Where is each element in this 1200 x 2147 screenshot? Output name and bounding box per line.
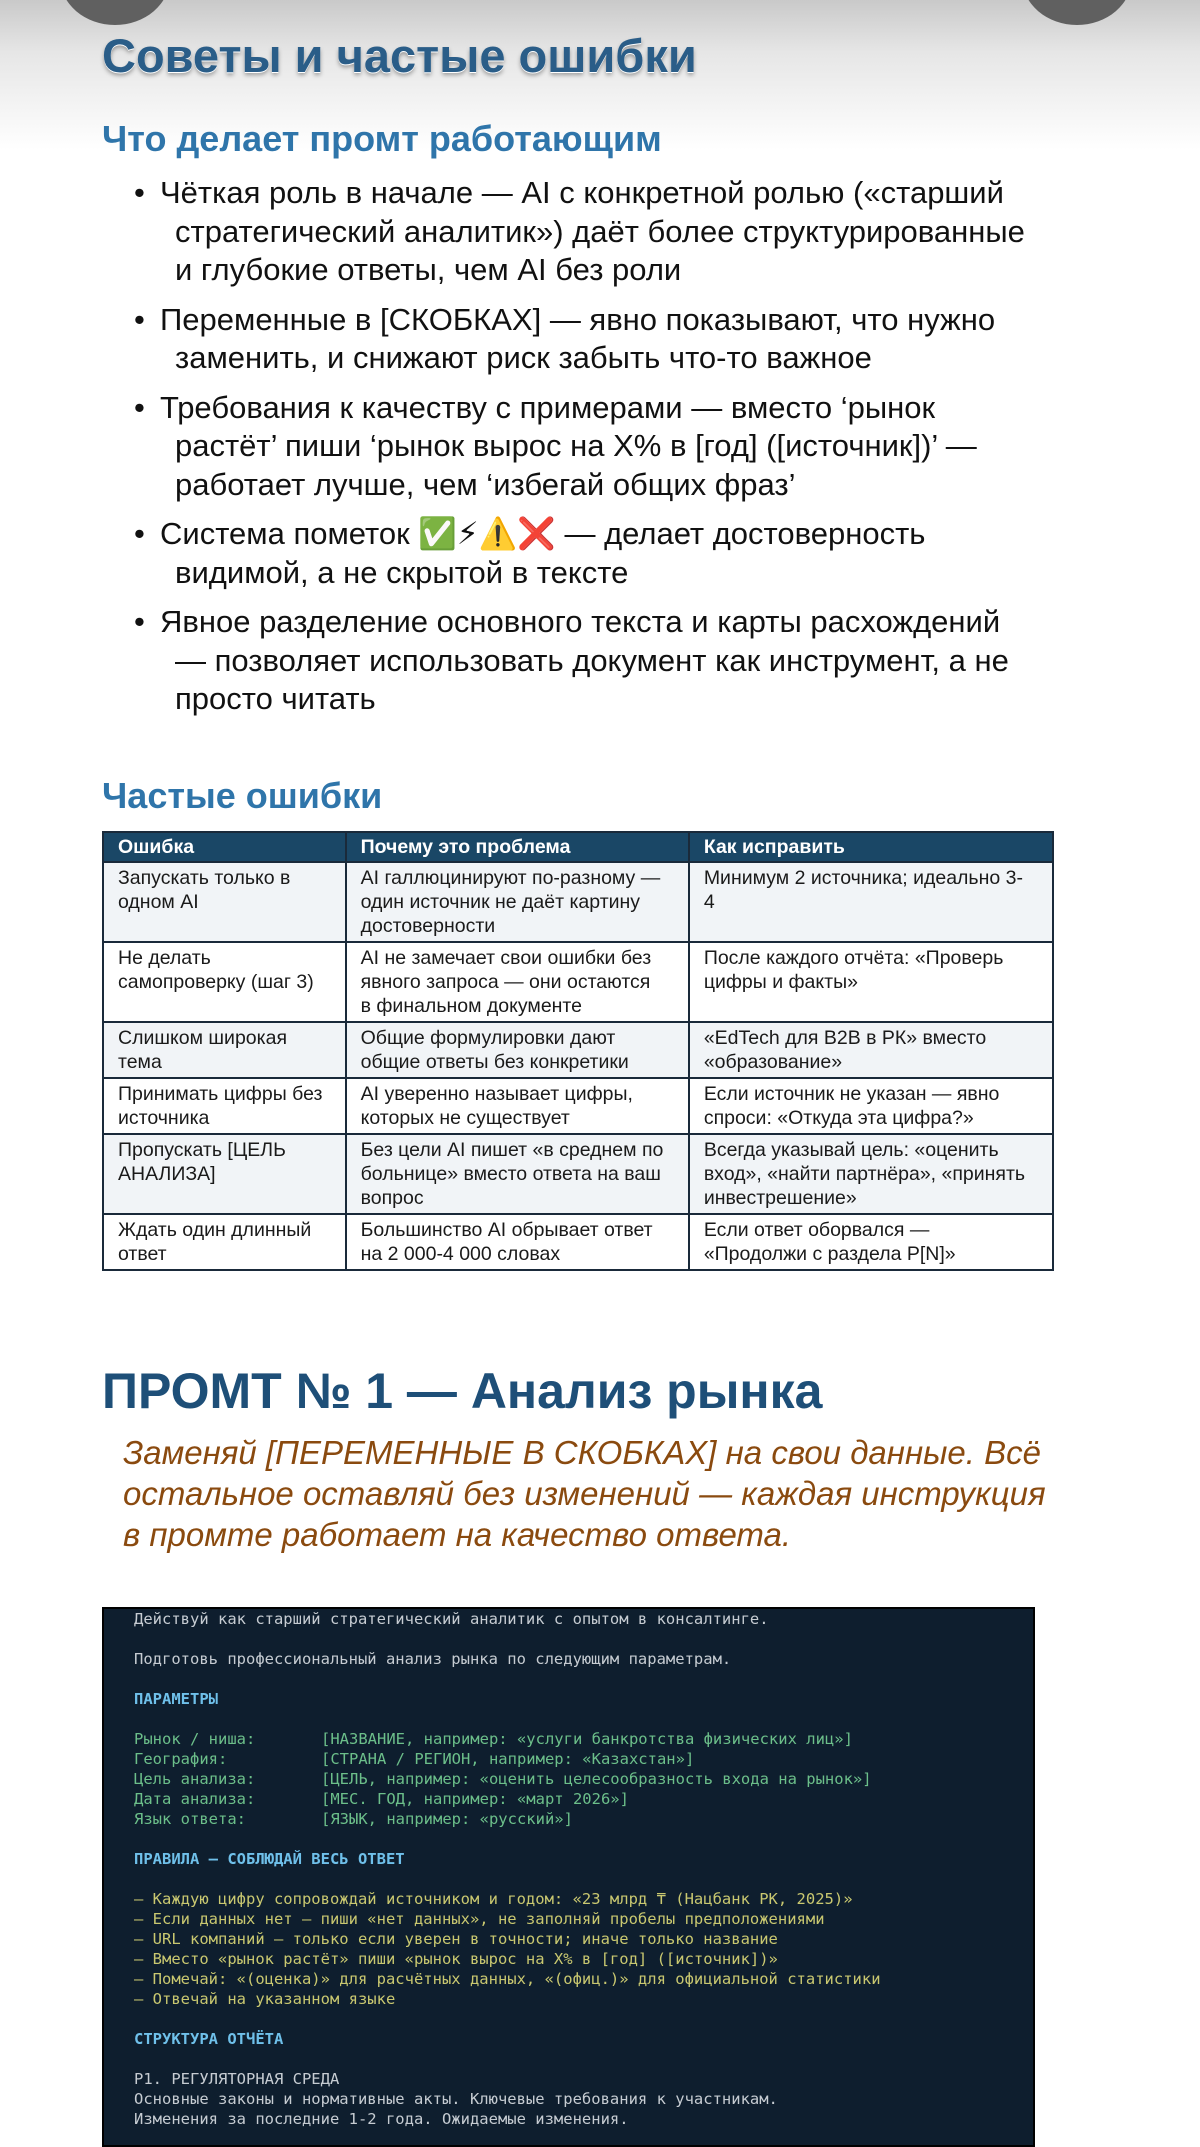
- table-cell: Запускать только в одном AI: [103, 862, 346, 942]
- table-cell: AI галлюцинируют по-разному — один источник не даёт картину достоверности: [346, 862, 689, 942]
- mistakes-heading: Частые ошибки: [102, 775, 383, 816]
- table-cell: Принимать цифры без источника: [103, 1078, 346, 1134]
- code-param: География: [СТРАНА / РЕГИОН, например: «Казахстан»]: [134, 1750, 695, 1768]
- table-cell: Минимум 2 источника; идеально 3- 4: [689, 862, 1053, 942]
- tip-item: • Система пометок ✅⚡⚠️❌ — делает достоверность видимой, а не скрытой в тексте: [134, 516, 926, 590]
- code-rule: — Каждую цифру сопровождай источником и годом: «23 млрд ₸ (Нацбанк РК, 2025)»: [134, 1890, 853, 1908]
- code-param: Рынок / ниша: [НАЗВАНИЕ, например: «услуги банкротства физических лиц»]: [134, 1730, 853, 1748]
- code-rule: — Помечай: «(оценка)» для расчётных данных, «(офиц.)» для официальной статистики: [134, 1970, 881, 1988]
- prompt-instruction: Заменяй [ПЕРЕМЕННЫЕ В СКОБКАХ] на свои данные. Всё остальное оставляй без изменений — каждая инструкция в промте работает на качество ответа.: [123, 1434, 1046, 1553]
- code-line: Действуй как старший стратегический аналитик с опытом в консалтинге.: [134, 1610, 769, 1628]
- table-row: [103, 1134, 1053, 1214]
- code-heading: ПРАВИЛА — СОБЛЮДАЙ ВЕСЬ ОТВЕТ: [134, 1850, 405, 1868]
- code-param: Цель анализа: [ЦЕЛЬ, например: «оценить целесообразность входа на рынок»]: [134, 1770, 872, 1788]
- tips-list: [134, 174, 1094, 730]
- code-line: Основные законы и нормативные акты. Ключевые требования к участникам.: [134, 2090, 778, 2108]
- prompt-title: ПРОМТ № 1 — Анализ рынка: [102, 1363, 823, 1419]
- code-line: Изменения за последние 1-2 года. Ожидаемые изменения.: [134, 2110, 629, 2128]
- code-rule: — Отвечай на указанном языке: [134, 1990, 396, 2008]
- code-rule: — Если данных нет — пиши «нет данных», не заполняй пробелы предположениями: [134, 1910, 825, 1928]
- table-cell: Если источник не указан — явно спроси: «Откуда эта цифра?»: [689, 1078, 1053, 1134]
- table-row: [103, 862, 1053, 942]
- table-cell: Большинство AI обрывает ответ на 2 000-4 000 словах: [346, 1214, 689, 1270]
- table-row: [103, 942, 1053, 1022]
- section-title: Советы и частые ошибки: [102, 29, 697, 82]
- code-param: Дата анализа: [МЕС. ГОД, например: «март 2026»]: [134, 1790, 629, 1808]
- prompt-code-block[interactable]: [102, 1607, 1035, 2147]
- table-cell: Всегда указывай цель: «оценить вход», «найти партнёра», «принять инвестрешение»: [689, 1134, 1053, 1214]
- code-heading: ПАРАМЕТРЫ: [134, 1690, 218, 1708]
- table-row: [103, 1214, 1053, 1270]
- table-cell: AI не замечает свои ошибки без явного запроса — они остаются в финальном документе: [346, 942, 689, 1022]
- tip-item: • Переменные в [СКОБКАХ] — явно показывают, что нужно заменить, и снижают риск забыть что-то важное: [134, 301, 996, 375]
- table-cell: Ждать один длинный ответ: [103, 1214, 346, 1270]
- table-header-row: [103, 832, 1053, 862]
- code-rule: — URL компаний — только если уверен в точности; иначе только название: [134, 1930, 778, 1948]
- code-line: Р1. РЕГУЛЯТОРНАЯ СРЕДА: [134, 2070, 340, 2088]
- mistakes-table: [102, 831, 1054, 1271]
- table-cell: AI уверенно называет цифры, которых не существует: [346, 1078, 689, 1134]
- table-cell: Общие формулировки дают общие ответы без конкретики: [346, 1022, 689, 1078]
- table-cell: После каждого отчёта: «Проверь цифры и факты»: [689, 942, 1053, 1022]
- table-cell: Если ответ оборвался — «Продолжи с раздела Р[N]»: [689, 1214, 1053, 1270]
- code-param: Язык ответа: [ЯЗЫК, например: «русский»]: [134, 1810, 573, 1828]
- table-cell: Без цели AI пишет «в среднем по больнице» вместо ответа на ваш вопрос: [346, 1134, 689, 1214]
- table-cell: «EdTech для B2B в РК» вместо «образование»: [689, 1022, 1053, 1078]
- table-cell: Слишком широкая тема: [103, 1022, 346, 1078]
- works-heading: Что делает промт работающим: [102, 118, 662, 159]
- code-heading: СТРУКТУРА ОТЧЁТА: [134, 2030, 284, 2048]
- code-line: Подготовь профессиональный анализ рынка по следующим параметрам.: [134, 1650, 732, 1668]
- table-row: [103, 1022, 1053, 1078]
- table-cell: Не делать самопроверку (шаг 3): [103, 942, 346, 1022]
- column-header: Как исправить: [689, 832, 1053, 862]
- tip-item: • Чёткая роль в начале — AI с конкретной ролью («старший стратегический аналитик») даёт более структурированные и глубокие ответы, чем AI без роли: [134, 175, 1025, 287]
- column-header: Ошибка: [103, 832, 346, 862]
- column-header: Почему это проблема: [346, 832, 689, 862]
- tip-item: • Требования к качеству с примерами — вместо ‘рынок растёт’ пиши ‘рынок вырос на X% в [год] ([источник])’ — работает лучше, чем ‘избегай общих фраз’: [134, 389, 977, 502]
- table-row: [103, 1078, 1053, 1134]
- table-cell: Пропускать [ЦЕЛЬ АНАЛИЗА]: [103, 1134, 346, 1214]
- tip-item: • Явное разделение основного текста и карты расхождений — позволяет использовать документ как инструмент, а не просто читать: [134, 604, 1009, 716]
- code-rule: — Вместо «рынок растёт» пиши «рынок вырос на X% в [год] ([источник])»: [134, 1950, 778, 1968]
